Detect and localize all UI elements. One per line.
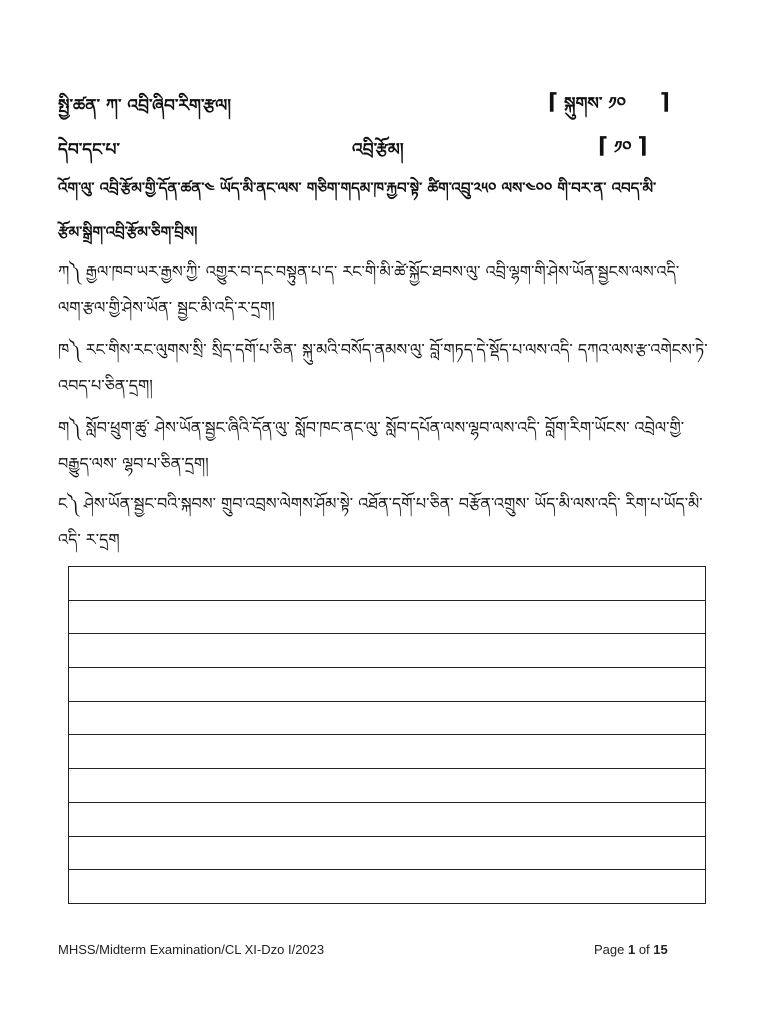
question-kha: ཁ༽ རང་གིས་རང་ལུགས་སྲི་ སྲིད་དགོ་པ་ཅིན་ སྐུ་མའི་བསོད་ནམས་ལུ་ བློ་གཏད་དེ་སྡོད་པ་ལས་འདི་ དཀའ་ལས་རྩ་འགེངས་ཏེ་ འབད་པ་ཅིན་དྲག། xyxy=(58,340,708,395)
answer-line xyxy=(69,870,706,904)
exam-section-title: སྤྱི་ཚན་ ཀ་ འབྲི་ཞིབ་རིག་རྩལ། xyxy=(58,96,232,116)
question-text: རྒྱལ་ཁབ་ཡར་རྒྱས་ཀྱི་ འགྱུར་བ་དང་བསྟུན་པ་ད་ རང་གི་མི་ཚེ་སྐྱོང་ཐབས་ལུ་ འབྲི་ལྷག་གི་ཤེས་ཡོན་སྦྱངས་ལས་འདི་ ལག་རྩལ་གྱི་ཤེས་ཡོན་ སྦྱང་མི་འདི་ར་དྲག། xyxy=(58,262,680,317)
page-prefix: Page xyxy=(594,942,628,957)
question-ga: ག༽ སློབ་ཕྲུག་ཚུ་ ཤེས་ཡོན་སྦྱང་ཞིའི་དོན་ལུ་ སློབ་ཁང་ནང་ལུ་ སློབ་དཔོན་ལས་ལྷབ་ལས་འདི་ བློག་རིག་ཡོངས་ འབྲེལ་གྱི་བརྒྱུད་ལས་ ལྷབ་པ་ཅིན་དྲག། xyxy=(58,418,685,473)
page-current: 1 xyxy=(627,942,636,957)
answer-line-row xyxy=(69,668,706,702)
answer-line-row xyxy=(69,735,706,769)
answer-line xyxy=(69,600,706,634)
answer-line xyxy=(69,836,706,870)
footer-page-number xyxy=(594,942,668,957)
part-label: དེབ་དང་པ་ xyxy=(58,140,120,160)
answer-line xyxy=(69,567,706,601)
part-marks: ༡༠ xyxy=(613,138,632,158)
question-text: སློབ་ཕྲུག་ཚུ་ ཤེས་ཡོན་སྦྱང་ཞིའི་དོན་ལུ་ སློབ་ཁང་ནང་ལུ་ སློབ་དཔོན་ལས་ལྷབ་ལས་འདི་ བློག་རིག་ཡོངས་ འབྲེལ་གྱི་བརྒྱུད་ལས་ ལྷབ་པ་ཅིན་དྲག། xyxy=(58,418,685,473)
answer-line-row xyxy=(69,870,706,904)
answer-line-row xyxy=(69,802,706,836)
page-of: of xyxy=(635,942,654,957)
question-number: ཀ xyxy=(58,262,70,281)
part-marks-box: ⌈ ༡༠ ⌉ xyxy=(598,134,648,159)
answer-line xyxy=(69,668,706,702)
composition-heading: འབྲི་རྩོམ། xyxy=(352,140,404,160)
question-nga: ང༽ ཤེས་ཡོན་སྦྱང་བའི་སྐབས་ གྲུབ་འབྲས་ལེགས་ཤོམ་སྟེ་ འཐོན་དགོ་པ་ཅིན་ བརྩོན་འགྲུས་ ཡོད་མི་ལས་འདི་ རིག་པ་ཡོད་མི་འདི་ ར་དྲག xyxy=(58,494,703,549)
answer-line-row xyxy=(69,600,706,634)
answer-line xyxy=(69,769,706,803)
answer-line-row xyxy=(69,567,706,601)
answer-line xyxy=(69,634,706,668)
question-number: ང xyxy=(58,494,68,513)
answer-line-row xyxy=(69,836,706,870)
answer-lines-table xyxy=(68,566,706,904)
section-marks-box: ⌈ སྐུགས་ ༡༠ ⌉ xyxy=(548,90,670,115)
footer-exam-code: MHSS/Midterm Examination/CL XI-Dzo I/2023 xyxy=(58,942,325,957)
question-text: ཤེས་ཡོན་སྦྱང་བའི་སྐབས་ གྲུབ་འབྲས་ལེགས་ཤོམ་སྟེ་ འཐོན་དགོ་པ་ཅིན་ བརྩོན་འགྲུས་ ཡོད་མི་ལས་འདི་ རིག་པ་ཡོད་མི་འདི་ ར་དྲག xyxy=(58,494,703,549)
marks-label: སྐུགས་ ༡༠ xyxy=(563,94,626,114)
answer-line-row xyxy=(69,634,706,668)
answer-line xyxy=(69,802,706,836)
answer-line-row xyxy=(69,769,706,803)
question-text: རང་གིས་རང་ལུགས་སྲི་ སྲིད་དགོ་པ་ཅིན་ སྐུ་མའི་བསོད་ནམས་ལུ་ བློ་གཏད་དེ་སྡོད་པ་ལས་འདི་ དཀའ་ལས་རྩ་འགེངས་ཏེ་ འབད་པ་ཅིན་དྲག། xyxy=(58,340,708,395)
answer-line xyxy=(69,701,706,735)
answer-line xyxy=(69,735,706,769)
instruction-line-2: རྩོམ་སྒྲིག་འབྲི་རྩོམ་ཅིག་བྲིས། xyxy=(58,223,198,241)
question-ka: ཀ༽ རྒྱལ་ཁབ་ཡར་རྒྱས་ཀྱི་ འགྱུར་བ་དང་བསྟུན་པ་ད་ རང་གི་མི་ཚེ་སྐྱོང་ཐབས་ལུ་ འབྲི་ལྷག་གི་ཤེས་ཡོན་སྦྱངས་ལས་འདི་ ལག་རྩལ་གྱི་ཤེས་ཡོན་ སྦྱང་མི་འདི་ར་དྲག། xyxy=(58,262,680,317)
question-number: ཁ xyxy=(58,340,70,359)
page-total: 15 xyxy=(653,942,668,957)
question-number: ག xyxy=(58,418,70,437)
answer-line-row xyxy=(69,701,706,735)
instruction-line-1: འོག་ལུ་ འབྲི་རྩོམ་གྱི་དོན་ཚན་༤ ཡོད་མི་ནང་ལས་ གཅིག་གདམ་ཁ་རྐྱབ་སྟེ་ ཚིག་འབྲུ་༢༥༠ ལས་༤༠༠ གི་བར་ན་ འབད་མི་ xyxy=(58,179,657,197)
